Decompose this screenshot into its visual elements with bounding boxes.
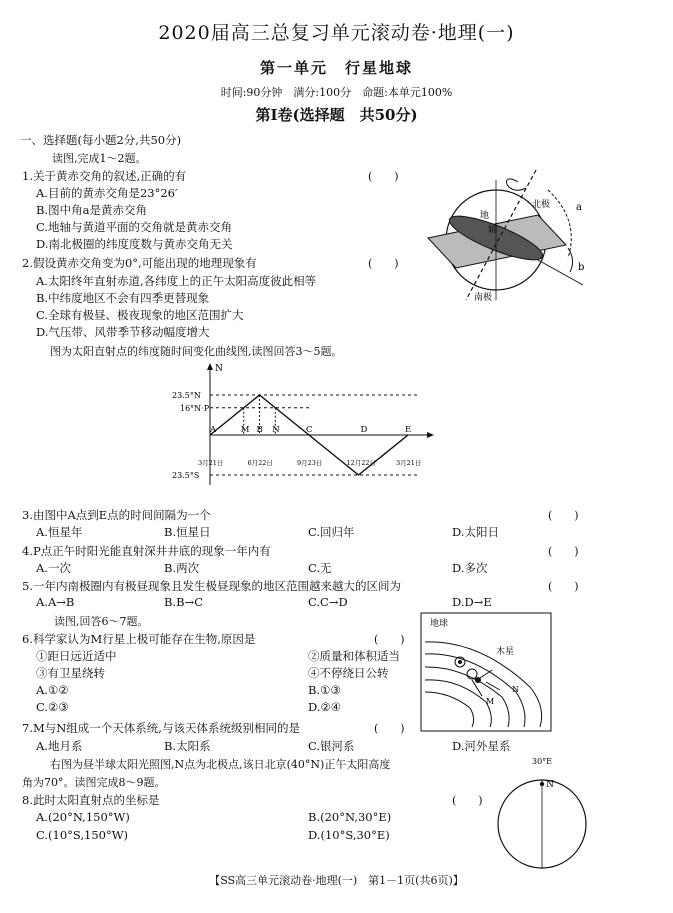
q7-option-a[interactable]: A.地月系 — [36, 739, 83, 753]
subsolar-latitude-chart — [170, 360, 440, 495]
point-label-a: A — [210, 425, 217, 435]
q2-option-c[interactable]: C.全球有极昼、极夜现象的地区范围扩大 — [36, 308, 244, 322]
intro-1-2: 读图,完成1～2题。 — [52, 152, 147, 165]
q4-stem: 4.P点正午时阳光能直射深井井底的现象一年内有 — [22, 544, 271, 558]
q1-option-d[interactable]: D.南北极圈的纬度度数与黄赤交角无关 — [36, 237, 233, 251]
q7-option-b[interactable]: B.太阳系 — [164, 739, 211, 753]
q2-option-a[interactable]: A.太阳终年直射赤道,各纬度上的正午太阳高度彼此相等 — [36, 274, 317, 288]
q3-stem: 3.由图中A点到E点的时间间隔为一个 — [22, 508, 211, 522]
point-label-e: E — [405, 425, 412, 435]
q1-option-b[interactable]: B.图中角a是黄赤交角 — [36, 203, 147, 217]
q8-option-d[interactable]: D.(10°S,30°E) — [308, 828, 390, 842]
q6-stem: 6.科学家认为M行星上极可能存在生物,原因是 — [22, 632, 256, 646]
q2-option-d[interactable]: D.气压带、风带季节移动幅度增大 — [36, 325, 210, 339]
axis-label-1: 地 — [480, 211, 490, 221]
q5-stem: 5.一年内南极圈内有极昼现象且发生极昼现象的地区范围越来越大的区间为 — [22, 579, 401, 593]
q8-option-a[interactable]: A.(20°N,150°W) — [36, 810, 130, 824]
q1-answer-paren[interactable]: ( ) — [368, 170, 399, 183]
y-axis-label: N — [215, 364, 223, 374]
q3-answer-paren[interactable]: ( ) — [548, 509, 579, 522]
q3-option-b[interactable]: B.恒星日 — [164, 525, 211, 539]
earth-tilt-figure — [418, 160, 588, 310]
q6-item-2: ②质量和体积适当 — [308, 649, 400, 663]
point-label-n: N — [272, 425, 280, 435]
q2-option-b[interactable]: B.中纬度地区不会有四季更替现象 — [36, 291, 210, 305]
q1-option-c[interactable]: C.地轴与黄道平面的交角就是黄赤交角 — [36, 220, 233, 234]
q1-stem: 1.关于黄赤交角的叙述,正确的有 — [22, 169, 187, 183]
meridian-label: 30°E — [532, 757, 553, 766]
q2-answer-paren[interactable]: ( ) — [368, 257, 399, 270]
q5-answer-paren[interactable]: ( ) — [548, 580, 579, 593]
north-pole-label: 北极 — [532, 200, 551, 210]
ytick-label: 23.5°N — [172, 391, 201, 400]
page-footer: 【SS高三单元滚动卷·地理(一) 第1－1页(共6页)】 — [209, 874, 464, 887]
q8-option-c[interactable]: C.(10°S,150°W) — [36, 828, 129, 842]
q3-option-a[interactable]: A.恒星年 — [36, 525, 83, 539]
north-pole-n-label: N — [546, 780, 554, 790]
q6-answer-paren[interactable]: ( ) — [374, 633, 405, 646]
q8-stem: 8.此时太阳直射点的坐标是 — [22, 793, 160, 807]
q6-option-d[interactable]: D.②④ — [308, 700, 342, 714]
q4-option-d[interactable]: D.多次 — [452, 561, 488, 575]
ytick-label: 23.5°S — [172, 471, 200, 480]
intro-3-5: 图为太阳直射点的纬度随时间变化曲线图,读图回答3～5题。 — [50, 345, 343, 358]
q5-option-a[interactable]: A.A→B — [36, 595, 75, 609]
exam-meta: 时间:90分钟 满分:100分 命题:本单元100% — [220, 86, 453, 99]
q5-option-d[interactable]: D.D→E — [452, 595, 492, 609]
q1-option-a[interactable]: A.目前的黄赤交角是23°26′ — [36, 186, 178, 200]
jupiter-label: 木星 — [496, 647, 515, 657]
unit-title: 第一单元 行星地球 — [259, 59, 413, 77]
q4-answer-paren[interactable]: ( ) — [548, 545, 579, 558]
point-label-b: B — [256, 425, 263, 435]
south-pole-label: 南极 — [474, 293, 493, 303]
n-label: N — [512, 685, 519, 694]
day-hemisphere-figure — [492, 752, 602, 872]
solar-orbits-figure — [420, 612, 552, 732]
m-label: M — [486, 697, 495, 706]
q3-option-c[interactable]: C.回归年 — [308, 525, 355, 539]
date-label: 3月21日 — [396, 459, 422, 467]
ytick-label: 16°N·P — [180, 403, 210, 413]
q5-option-c[interactable]: C.C→D — [308, 595, 348, 609]
q6-option-a[interactable]: A.①② — [36, 683, 69, 697]
date-label: 12月22日 — [346, 459, 377, 467]
earth-label: 地球 — [430, 619, 449, 629]
q7-option-d[interactable]: D.河外星系 — [452, 739, 511, 753]
angle-a-label: a — [576, 202, 582, 213]
intro-8-9-line2: 角为70°。读图完成8～9题。 — [22, 776, 166, 789]
q7-answer-paren[interactable]: ( ) — [374, 722, 405, 735]
date-label: 9月23日 — [297, 459, 323, 467]
q5-option-b[interactable]: B.B→C — [164, 595, 203, 609]
q6-item-1: ①距日远近适中 — [36, 649, 117, 663]
q8-answer-paren[interactable]: ( ) — [452, 794, 483, 807]
q3-option-d[interactable]: D.太阳日 — [452, 525, 499, 539]
q6-option-c[interactable]: C.②③ — [36, 700, 69, 714]
q6-item-3: ③有卫星绕转 — [36, 666, 105, 680]
date-label: 3月21日 — [198, 459, 224, 467]
point-label-m: M — [240, 425, 250, 435]
q4-option-b[interactable]: B.两次 — [164, 561, 200, 575]
section-title: 第Ⅰ卷(选择题 共50分) — [255, 106, 418, 124]
q6-item-4: ④不停绕日公转 — [308, 666, 389, 680]
date-label: 6月22日 — [247, 459, 273, 467]
intro-6-7: 读图,回答6～7题。 — [54, 615, 149, 628]
q6-option-b[interactable]: B.①③ — [308, 683, 341, 697]
q7-stem: 7.M与N组成一个天体系统,与该天体系统级别相同的是 — [22, 721, 300, 735]
part-heading: 一、选择题(每小题2分,共50分) — [20, 133, 182, 147]
angle-b-label: b — [578, 262, 585, 273]
q4-option-c[interactable]: C.无 — [308, 561, 332, 575]
q2-stem: 2.假设黄赤交角变为0°,可能出现的地理现象有 — [22, 256, 257, 270]
intro-8-9-line1: 右图为昼半球太阳光照图,N点为北极点,该日北京(40°N)正午太阳高度 — [50, 758, 391, 771]
q4-option-a[interactable]: A.一次 — [36, 561, 71, 575]
axis-label-2: 轴 — [488, 225, 498, 235]
page-title: 2020届高三总复习单元滚动卷·地理(一) — [158, 22, 515, 44]
q7-option-c[interactable]: C.银河系 — [308, 739, 355, 753]
point-label-d: D — [360, 425, 368, 435]
q8-option-b[interactable]: B.(20°N,30°E) — [308, 810, 392, 824]
point-label-c: C — [306, 425, 313, 435]
